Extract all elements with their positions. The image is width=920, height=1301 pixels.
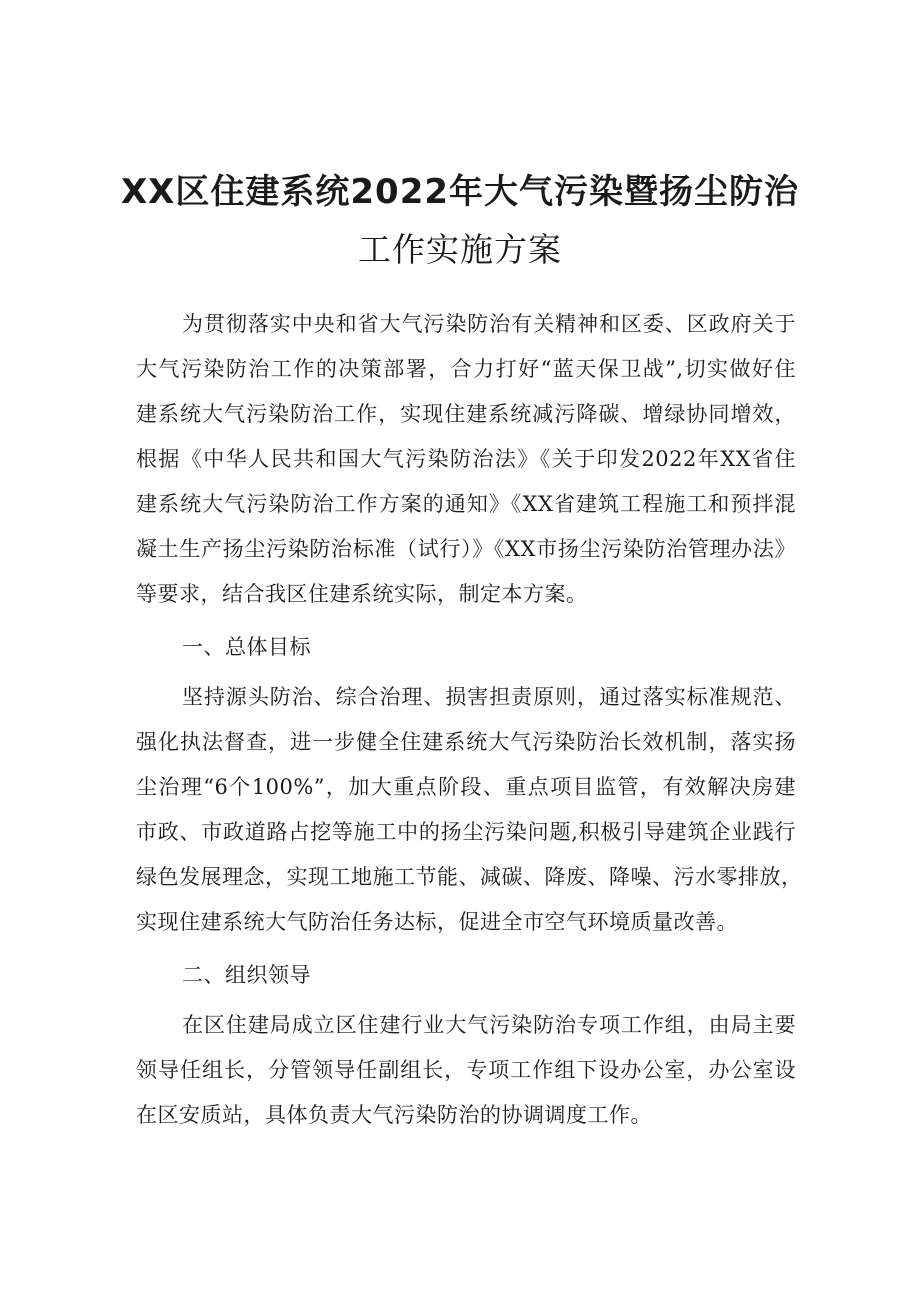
intro-line: 等要求，结合我区住建系统实际，制定本方案。 <box>136 582 588 606</box>
document-title-line-1: XX区住建系统2022年大气污染暨扬尘防治 <box>120 172 800 212</box>
section-heading: 一、总体目标 <box>182 635 311 659</box>
intro-line: 大气污染防治工作的决策部署，合力打好“蓝天保卫战”,切实做好住 <box>136 357 796 381</box>
intro-line: 为贯彻落实中央和省大气污染防治有关精神和区委、区政府关于 <box>182 312 796 336</box>
section1-line: 绿色发展理念，实现工地施工节能、减碳、降废、降噪、污水零排放， <box>136 865 803 889</box>
section1-line: 市政、市政道路占挖等施工中的扬尘污染问题,积极引导建筑企业践行 <box>136 820 796 844</box>
section1-line: 尘治理“6个100%”，加大重点阶段、重点项目监管，有效解决房建 <box>136 775 796 799</box>
section1-line: 坚持源头防治、综合治理、损害担责原则，通过落实标准规范、 <box>182 685 796 709</box>
section2-line: 领导任组长，分管领导任副组长，专项工作组下设办公室，办公室设 <box>136 1058 796 1082</box>
section1-line: 强化执法督查，进一步健全住建系统大气污染防治长效机制，落实扬 <box>136 730 796 754</box>
section1-line: 实现住建系统大气防治任务达标，促进全市空气环境质量改善。 <box>136 910 738 934</box>
document-title-line-2: 工作实施方案 <box>358 230 562 269</box>
section2-line: 在区住建局成立区住建行业大气污染防治专项工作组，由局主要 <box>182 1013 796 1037</box>
intro-line: 凝土生产扬尘污染防治标准（试行）》《XX市扬尘污染防治管理办法》 <box>136 537 796 561</box>
section2-line: 在区安质站，具体负责大气污染防治的协调调度工作。 <box>136 1103 652 1127</box>
intro-line: 根据《中华人民共和国大气污染防治法》《关于印发2022年XX省住 <box>136 447 796 471</box>
intro-line: 建系统大气污染防治工作方案的通知》《XX省建筑工程施工和预拌混 <box>136 492 796 516</box>
section-heading: 二、组织领导 <box>182 963 311 987</box>
intro-line: 建系统大气污染防治工作，实现住建系统减污降碳、增绿协同增效， <box>136 402 796 426</box>
